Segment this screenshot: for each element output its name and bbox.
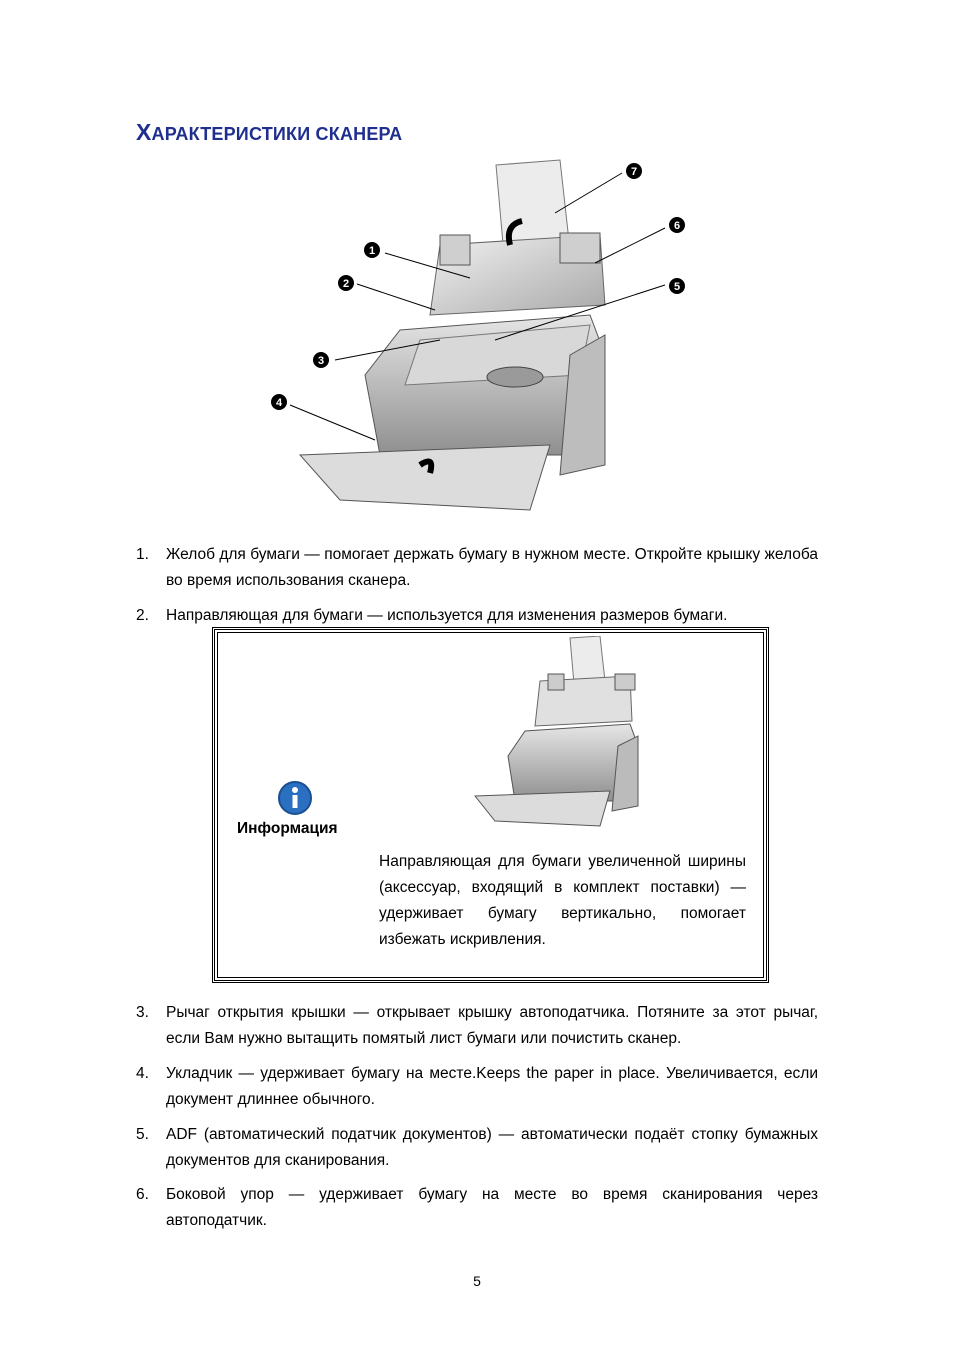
list-item: 4. Укладчик — удерживает бумагу на месте.Keeps the paper in place. Увеличивается, если документ длиннее обычного. bbox=[136, 1065, 818, 1108]
callout-1-label: 1 bbox=[368, 245, 376, 257]
page-number: 5 bbox=[473, 1273, 481, 1289]
callout-3-label: 3 bbox=[317, 355, 325, 367]
list-item: 3. Рычаг открытия крышки — открывает крышку автоподатчика. Потяните за этот рычаг, если Вам нужно вытащить помятый лист бумаги или почистить сканер. bbox=[136, 1004, 818, 1047]
callout-2-label: 2 bbox=[342, 278, 350, 290]
info-text: Направляющая для бумаги увеличенной ширины (аксессуар, входящий в комплект поставки) — удерживает бумагу вертикально, помогает избежать искривления. bbox=[379, 853, 746, 948]
callout-4-label: 4 bbox=[275, 397, 283, 409]
info-label: Информация bbox=[237, 820, 338, 837]
info-icon bbox=[277, 780, 313, 816]
scanner-diagram bbox=[260, 155, 700, 525]
callout-5-label: 5 bbox=[673, 281, 681, 293]
section-title: ХАРАКТЕРИСТИКИ СКАНЕРА bbox=[136, 119, 403, 145]
callout-7-label: 7 bbox=[630, 166, 638, 178]
list-item: 5. ADF (автоматический податчик документов) — автоматически подаёт стопку бумажных документов для сканирования. bbox=[136, 1126, 818, 1169]
callout-6-label: 6 bbox=[673, 220, 681, 232]
scanner-thumbnail bbox=[470, 636, 650, 836]
list-item: 2. Направляющая для бумаги — используется для изменения размеров бумаги. bbox=[136, 607, 728, 624]
list-item: 6. Боковой упор — удерживает бумагу на месте во время сканирования через автоподатчик. bbox=[136, 1186, 818, 1229]
list-item: 1. Желоб для бумаги — помогает держать бумагу в нужном месте. Откройте крышку желоба во время использования сканера. bbox=[136, 546, 818, 589]
